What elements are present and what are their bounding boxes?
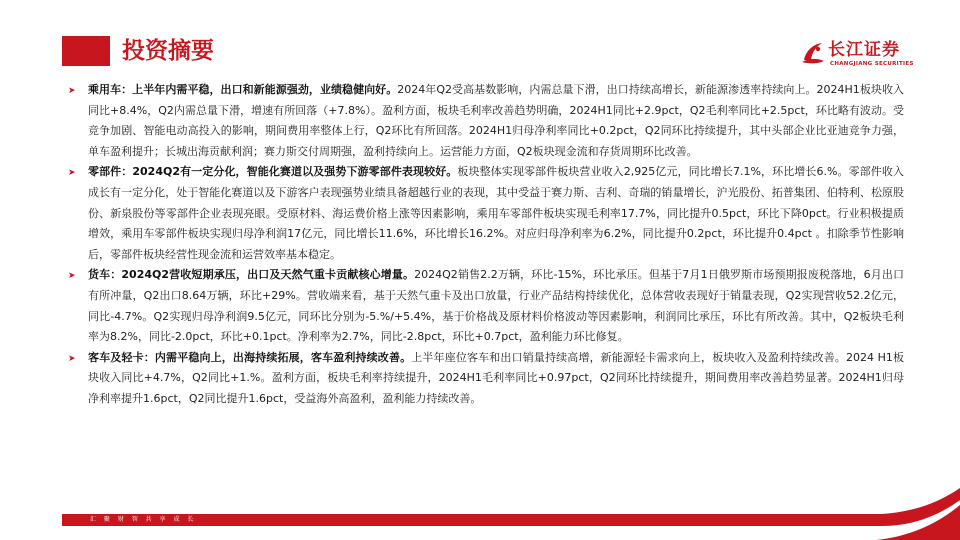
list-item-body: 2024Q2销售2.2万辆，环比-15%，环比承压。但基于7月1日俄罗斯市场预期报废税落地，6月出口有所冲量，Q2出口8.64万辆，环比+29%。营收端来看，基于天然气重卡及出口放量，行业产品结构持续优化，总体营收表现好于销量表现，Q2实现营收52.2亿元，同比-4.7%。Q2实现归母净利润9.5亿元，同环比分别为-5.%/+5.4%，基于价格战及原材料价格波动等因素影响，利润同比承压，环比有所改善。其中，Q2板块毛利率为8.2%，同比-2.0pct，环比+0.1pct。净利率为2.7%，同比-2.8pct，环比+0.7pct，盈利能力环比修复。 (88, 268, 904, 344)
footer-slogan: 汇 聚 财 智 共 享 成 长 (90, 516, 197, 523)
list-item-body: 板块整体实现零部件板块营业收入2,925亿元，同比增长7.1%，环比增长6.%。零部件收入成长有一定分化，处于智能化赛道以及下游客户表现强势业绩具备超越行业的表现，其中受益于赛力斯、吉利、奇瑞的销量增长，沪光股份、拓普集团、伯特利、松原股份、新泉股份等零部件企业表现亮眼。受原材料、海运费价格上涨等因素影响，乘用车零部件板块实现毛利率17.7%，同比提升0.5pct，环比下降0pct。行业积极提质增效，乘用车零部件板块实现归母净利润17亿元，同比增长11.6%，环比增长16.2%。对应归母净利率为6.2%，同比提升0.2pct，环比提升0.4pct 。扣除季节性影响后，零部件板块经营性现金流和运营效率基本稳定。 (88, 165, 904, 261)
list-item-lead: 客车及轻卡：内需平稳向上，出海持续拓展，客车盈利持续改善。 (88, 350, 412, 364)
triangle-right-icon: ➤ (68, 168, 76, 179)
logo-company-name: 长江证券 (828, 40, 900, 60)
page-title: 投资摘要 (122, 38, 214, 64)
logo-company-name-en: CHANGJIANG SECURITIES (830, 61, 914, 67)
list-item-lead: 零部件：2024Q2有一定分化，智能化赛道以及强势下游零部件表现较好。 (88, 165, 458, 179)
triangle-right-icon: ➤ (68, 86, 76, 96)
list-item-body: 2024年Q2受高基数影响，内需总量下滑，出口持续高增长，新能源渗透率持续向上。2024H1板块收入同比+8.4%，Q2内需总量下滑，增速有所回落（+7.8%）。盈利方面，板块毛利率改善趋势明确，2024H1同比+2.9pct，Q2毛利率同比+2.5pct，环比略有波动。受竞争加剧、智能电动高投入的影响，期间费用率整体上行，Q2环比有所回落。2024H1归母净利率同比+0.2pct，Q2同环比持续提升，其中头部企业比亚迪竞争力强，单车盈利提升；长城出海贡献利润；赛力斯交付周期强，盈利持续向上。运营能力方面，Q2板块现金流和存货周期环比改善。 (88, 83, 904, 158)
triangle-right-icon: ➤ (68, 271, 76, 282)
list-item-lead: 货车：2024Q2营收短期承压，出口及天然气重卡贡献核心增量。 (88, 268, 415, 282)
triangle-right-icon: ➤ (68, 353, 76, 364)
list-item-lead: 乘用车：上半年内需平稳，出口和新能源强劲，业绩稳健向好。 (88, 83, 398, 96)
list-item-body: 上半年座位客车和出口销量持续高增，新能源轻卡需求向上，板块收入及盈利持续改善。2024 H1板块收入同比+4.7%，Q2同比+1.%。盈利方面，板块毛利率持续提升，2024H1毛利率同比+0.97pct，Q2同环比持续提升，期间费用率改善趋势显著。2024H1归母净利率提升1.6pct，Q2同比提升1.6pct，受益海外高盈利，盈利能力持续改善。 (88, 350, 905, 405)
